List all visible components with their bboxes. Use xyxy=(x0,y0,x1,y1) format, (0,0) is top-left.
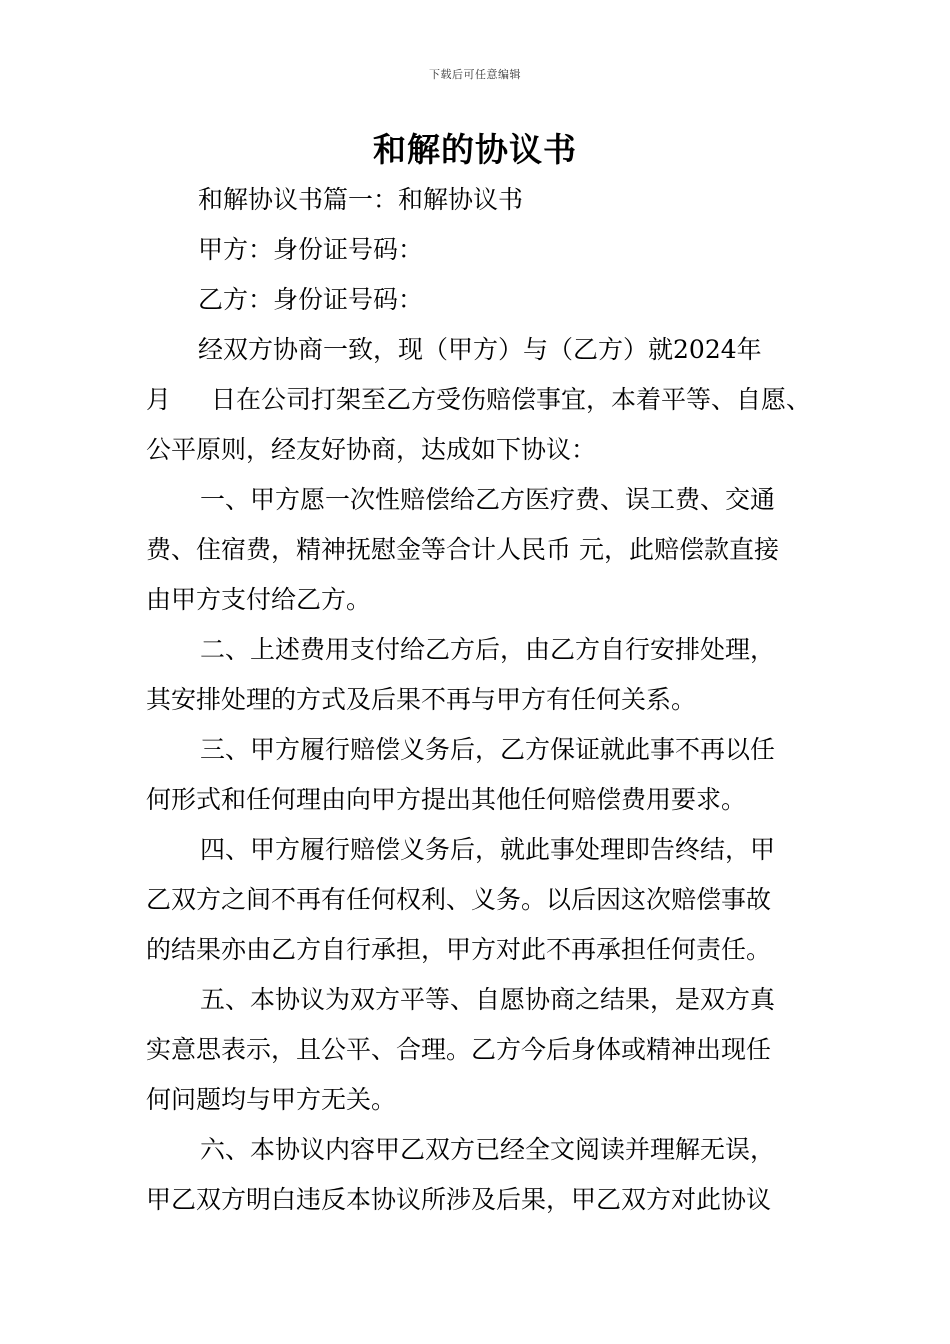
clause-2-line-1: 二、上述费用支付给乙方后，由乙方自行安排处理， xyxy=(200,635,776,664)
clause-5-line-1: 五、本协议为双方平等、自愿协商之结果，是双方真 xyxy=(200,985,776,1014)
clause-1-line-2: 费、住宿费，精神抚慰金等合计人民币 元，此赔偿款直接 xyxy=(146,535,779,564)
document-title: 和解的协议书 xyxy=(373,130,577,169)
party-a-line: 甲方：身份证号码： xyxy=(198,235,424,264)
clause-3-line-1: 三、甲方履行赔偿义务后，乙方保证就此事不再以任 xyxy=(200,735,776,764)
clause-5-line-3: 何问题均与甲方无关。 xyxy=(146,1085,397,1114)
clause-1-line-3: 由甲方支付给乙方。 xyxy=(146,585,372,614)
intro-line-1: 经双方协商一致，现（甲方）与（乙方）就2024年 xyxy=(198,335,762,364)
clause-4-line-1: 四、甲方履行赔偿义务后，就此事处理即告终结，甲 xyxy=(200,835,776,864)
intro-month: 月 xyxy=(146,385,172,414)
clause-5-line-2: 实意思表示，且公平、合理。乙方今后身体或精神出现任 xyxy=(146,1035,772,1064)
clause-4-line-2: 乙双方之间不再有任何权利、义务。以后因这次赔偿事故 xyxy=(146,885,772,914)
clause-3-line-2: 何形式和任何理由向甲方提出其他任何赔偿费用要求。 xyxy=(146,785,747,814)
intro-line-2 xyxy=(146,375,826,425)
clause-2-line-2: 其安排处理的方式及后果不再与甲方有任何关系。 xyxy=(146,685,697,714)
party-b-line: 乙方：身份证号码： xyxy=(198,285,424,314)
clause-1-line-1: 一、甲方愿一次性赔偿给乙方医疗费、误工费、交通 xyxy=(200,485,776,514)
clause-4-line-3: 的结果亦由乙方自行承担，甲方对此不再承担任何责任。 xyxy=(146,935,772,964)
clause-6-line-1: 六、本协议内容甲乙双方已经全文阅读并理解无误， xyxy=(200,1135,776,1164)
header-note: 下载后可任意编辑 xyxy=(429,68,521,81)
document-body xyxy=(146,175,826,1225)
subtitle-line: 和解协议书篇一：和解协议书 xyxy=(198,185,524,214)
clause-6-line-2: 甲乙双方明白违反本协议所涉及后果，甲乙双方对此协议 xyxy=(146,1185,772,1214)
intro-rest: 日在公司打架至乙方受伤赔偿事宜，本着平等、自愿、 xyxy=(211,385,812,414)
intro-line-3: 公平原则，经友好协商，达成如下协议： xyxy=(146,435,597,464)
